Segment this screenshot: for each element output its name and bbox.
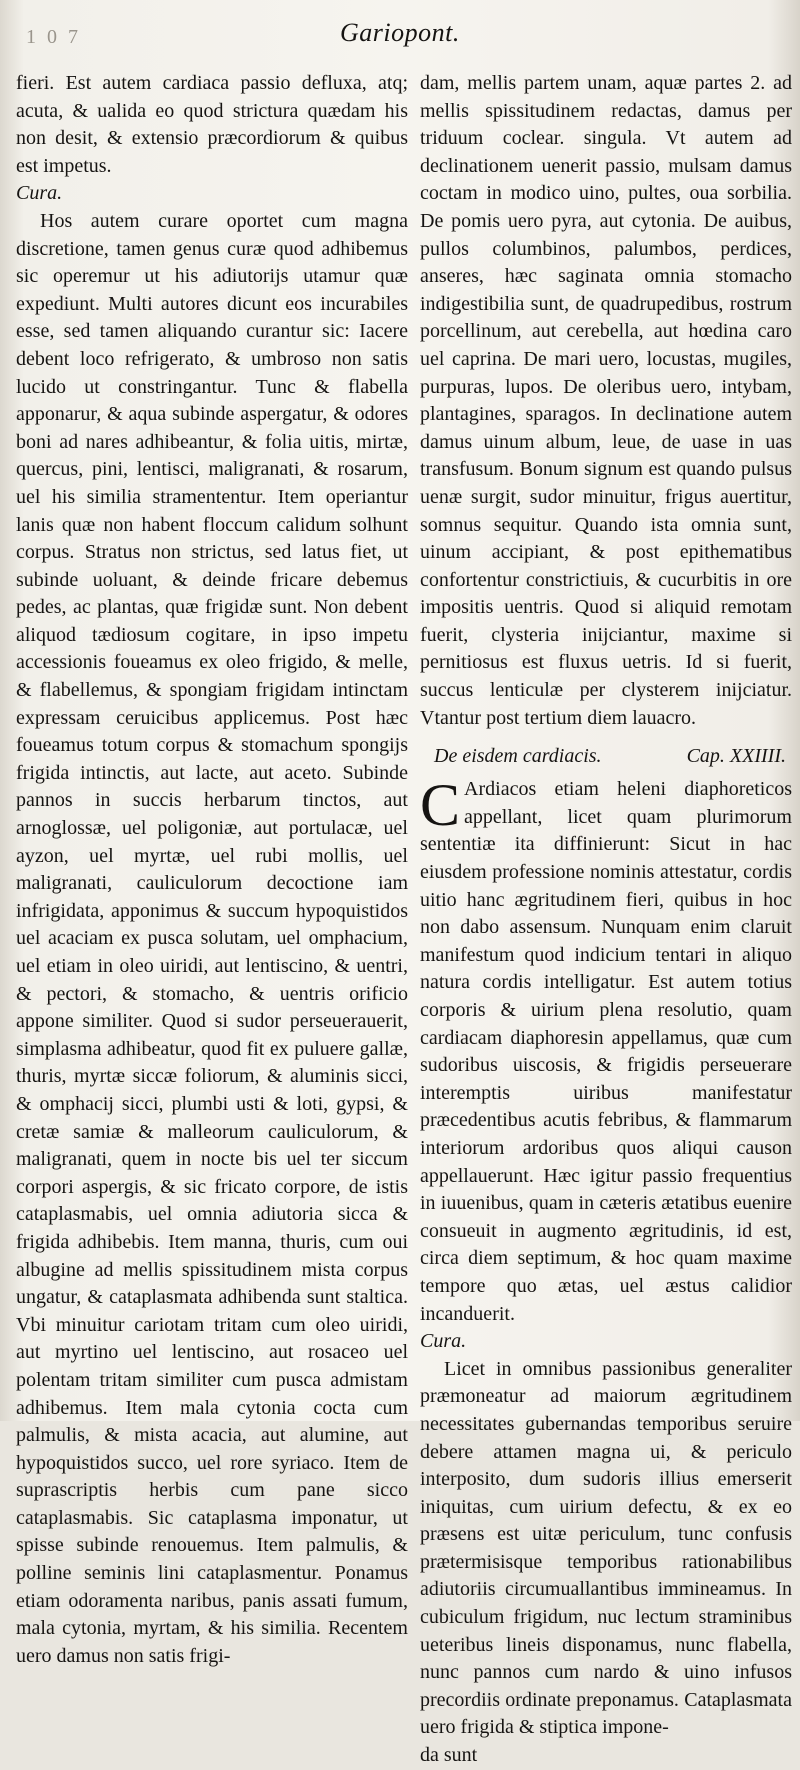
right-paragraph-1: dam, mellis partem unam, aquæ partes 2. ad mellis spissitudinem redactas, damus per triduum coclear. singula. Vt autem ad declinationem uenerit passio, mulsam damus coctam in modico uino, pultes, oua sorbilia. De pomis uero pyra, aut cytonia. De auibus, pullos columbinos, palumbos, perdices, anseres, hæc saginata omnia stomacho indigestibilia sunt, de quadrupedibus, rostrum porcellinum, aut cerebella, aut hœdina caro uel caprina. De mari uero, locustas, mugiles, purpuras, lupos. De oleribus uero, intybam, plantagines, sparagos. In declinatione autem damus uinum album, leue, de uase in uas transfusum. Bonum signum est quando pulsus uenæ surgit, sudor minuitur, frigus auertitur, somnus sequitur. Quando ista omnia sunt, uinum accipiant, & post epithematibus confortentur constrictiuis, & cucurbitis in ore impositis uentris. Quod si aliquid remotam fuerit, clysteria inijciantur, maxime si pernitiosus est fluxus uetris. Id si fuerit, succus lenticulæ per clysterem inijciatur. Vtantur post tertium diem lauacro. [420, 72, 792, 729]
chapter-title: De eisdem cardiacis. [434, 745, 602, 768]
left-section-heading: Cura. [16, 182, 63, 205]
left-paragraph-1: fieri. Est autem cardiaca passio defluxa, atq; acuta, & ualida eo quod strictura quædam his non desit, & extensio præcordiorum & quibus est impetus. [16, 72, 408, 177]
right-section-heading: Cura. [420, 1330, 467, 1353]
chapter-heading [434, 742, 786, 770]
chapter-number: Cap. XXIIII. [686, 745, 786, 768]
running-title: Gariopont. [340, 18, 460, 47]
left-paragraph-2: Hos autem curare oportet cum magna discretione, tamen genus curæ quod adhibemus sic operemur ut his adiutorijs utamur quæ expediunt. Multi autores dicunt eos incurabiles esse, sed tamen aliquando curantur sic: Iacere debent loco refrigerato, & umbroso non satis lucido ut constringantur. Tunc & flabella apponarur, & aqua subinde aspergatur, & odores boni ad nares adhibeantur, & folia uitis, mirtæ, quercus, pini, lentisci, maligranati, & rosarum, uel his similia stramententur. Item operiantur lanis quæ non habent floccum calidum solhunt corpus. Stratus non strictus, sed latus fiet, ut subinde uoluant, & deinde fricare debemus pedes, ac plantas, quæ frigidæ sunt. Non debent aliquod tædiosum cogitare, in ipso impetu accessionis foueamus ex oleo frigido, & melle, & flabellemus, & spongiam frigidam intinctam expressam ceruicibus applicemus. Post hæc foueamus totum corpus & stomachum spongijs frigida intinctis, aut lacte, aut aceto. Subinde pannos in succis herbarum tinctos, aut arnoglossæ, uel poligoniæ, aut portulacæ, uel ayzon, uel myrtæ, uel rubi mollis, uel maligranati, cauliculorum decoctione iam infrigidata, apponimus & succum hypoquistidos uel acaciam ex pusca solutam, uel omphacium, uel etiam in oleo uiridi, aut lentiscino, & uentri, & pectori, & stomacho, & uentris orificio appone similiter. Quod si sudor perseuerauerit, simplasma adhibeatur, quod fit ex puluere gallæ, thuris, myrtæ siccæ foliorum, & aluminis sicci, & omphacij sicci, plumbi usti & loti, gypsi, & cretæ samiæ & malleorum cauliculorum, & maligranati, quem in nocte bis uel ter siccum corpori aspergis, & sic fricato corpore, de istis cataplasmabis, uel omnia adiutoria sicca & frigida adhibebis. Item manna, thuris, cum oui albugine ad mellis spissitudinem mista corpus ungatur, & cataplasmata adhibenda sunt staltica. Vbi minuitur cariotam tritam cum oleo uiridi, aut myrtino uel lentiscino, aut rosaceo uel polentam tritam similiter cum pusca admistam adhibemus. Item mala cytonia cocta cum palmulis, & mista acacia, aut alumine, aut hypoquistidos succo, uel rore syriaco. Item de suprascriptis herbis cum pane sicco cataplasmabis. Sic cataplasma imponatur, ut spisse subinde renouemus. Item palmulis, & polline seminis lini cataplasmentur. Ponamus etiam odoramenta naribus, panis assati fumum, mala cytonia, myrtam, & his similia. Recentem uero damus non satis frigi- [16, 209, 408, 1667]
right-paragraph-2 [420, 772, 792, 1328]
catchword: da sunt [420, 1744, 478, 1767]
right-paragraph-2-text: Ardiacos etiam heleni diaphoreticos appellant, licet quam plurimorum sententiæ ita diffinierunt: Sicut in hac eiusdem professione nominis attestatur, cordis uitio hanc ægritudinem fieri, quibus in hoc non dabo assensum. Nunquam enim claruit manifestum quod indicium tentari in aliquo natura cordis intelligatur. Est autem totius corporis & uirium plena resolutio, quam cardiacam diaphoresin appellamus, quæ cum sudoribus uiscosis, & frigidis perseuerare interemptis uiribus manifestatur præcedentibus acutis febribus, & flammarum interiorum ardoribus quos aliqui causon appellauerunt. Hæc igitur passio frequentius in iuuenibus, quam in cæteris ætatibus euenire consueuit in augmento ægritudinis, id est, circa diem septimum, & hoc quam maxime tempore quo ætas, uel æstus calidior incanduerit. [420, 778, 792, 1325]
drop-cap: C [420, 772, 461, 839]
right-paragraph-3: Licet in omnibus passionibus generaliter præmoneatur ad maiorum ægritudinem necessitates gubernandas temporibus seruire debere attamen magna ui, & periculo interposito, dum sudoris illius emerserit iniquitas, cum uirium defectu, & ex eo præsens est uitæ periculum, tunc confusis prætermisisque temporibus rationabilibus adiutoriis circumuallantibus immineamus. In cubiculum frigidum, nuc lectum straminibus ueteribus lineis disponamus, nunc flabella, nunc pannos cum nardo & uino infusos precordiis ordinate preponamus. Cataplasmata uero frigida & stiptica impone- [420, 1357, 792, 1739]
left-column [16, 70, 408, 1667]
folio-mark: 1 0 7 [26, 26, 81, 48]
right-column [420, 70, 792, 1767]
